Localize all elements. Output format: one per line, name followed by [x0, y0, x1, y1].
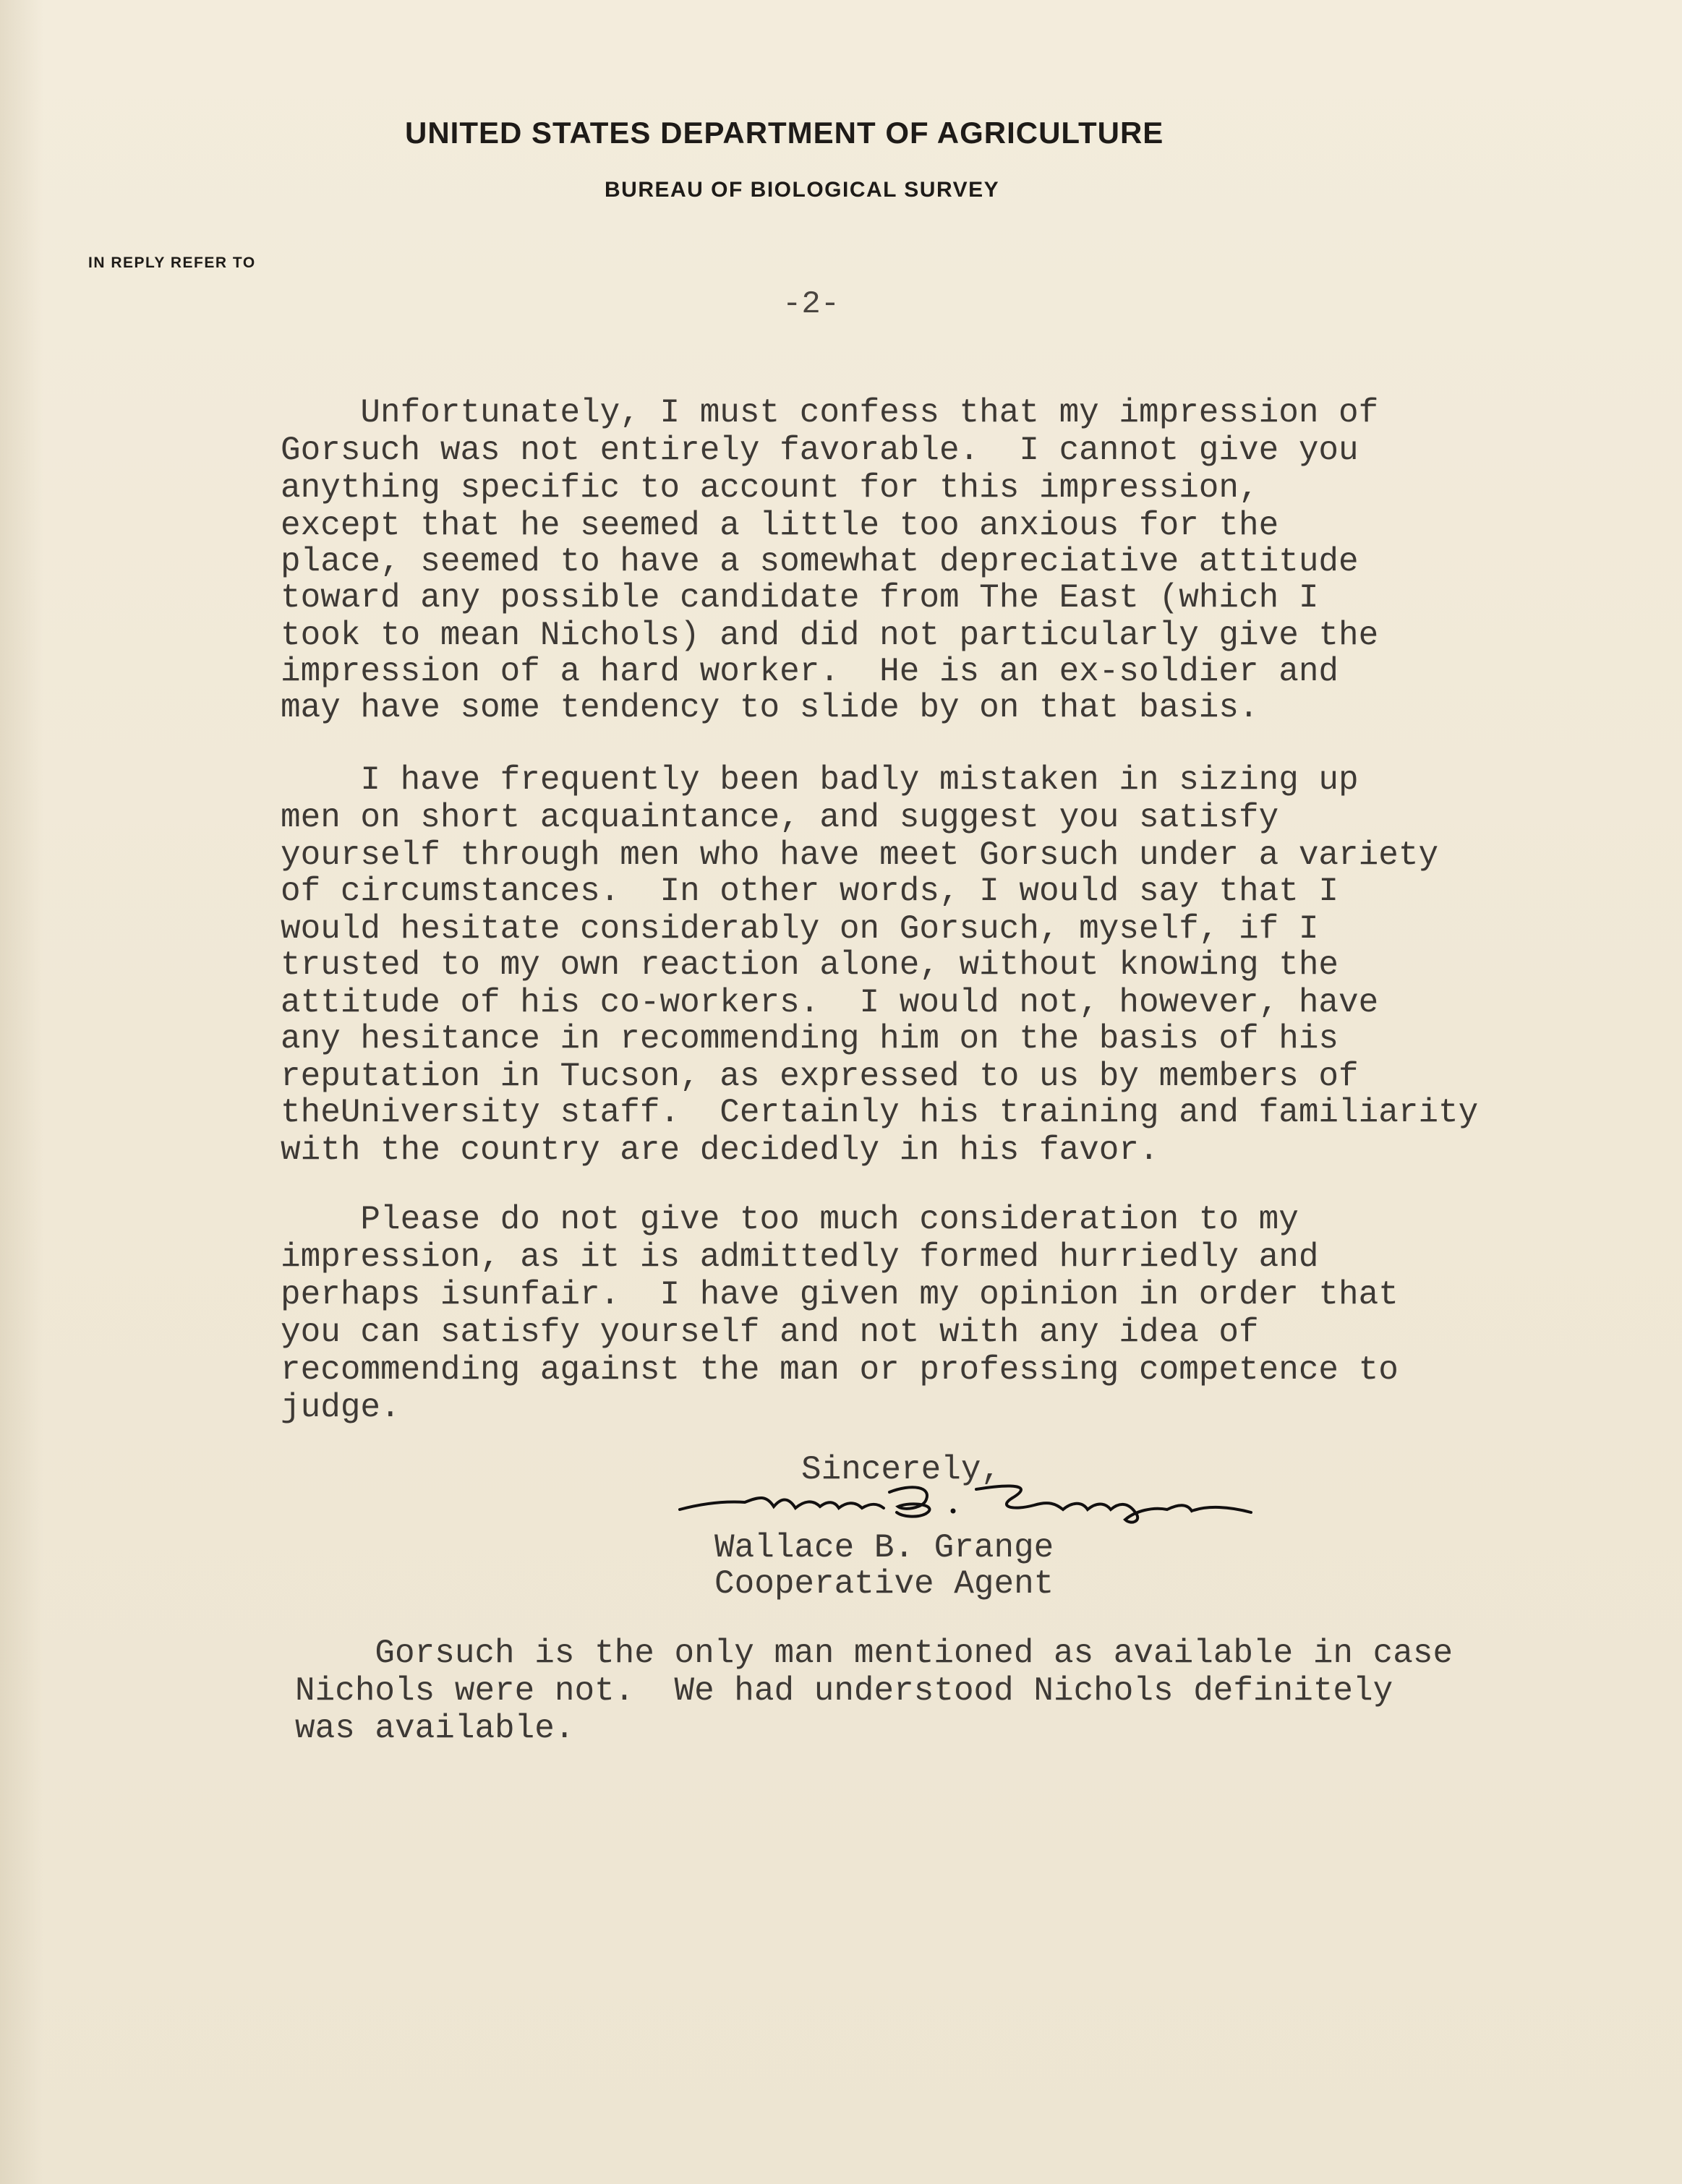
- handwritten-signature: [673, 1469, 1265, 1527]
- paragraph-1-line-7: took to mean Nichols) and did not particularly give the: [281, 617, 1379, 654]
- letterhead-subtitle: BUREAU OF BIOLOGICAL SURVEY: [605, 178, 1000, 202]
- paragraph-2-line-1: I have frequently been badly mistaken in sizing up: [281, 761, 1359, 799]
- paper-edge-shadow: [0, 0, 43, 2184]
- page-number: -2-: [782, 286, 840, 322]
- paragraph-3-line-2: impression, as it is admittedly formed hurriedly and: [281, 1238, 1319, 1276]
- closing-title: Cooperative Agent: [714, 1565, 1054, 1603]
- paragraph-1-line-9: may have some tendency to slide by on that basis.: [281, 689, 1259, 727]
- paragraph-2-line-3: yourself through men who have meet Gorsuch under a variety: [281, 836, 1439, 874]
- closing-salutation: Sincerely,: [801, 1451, 1002, 1489]
- signature-scribble-icon: [673, 1469, 1265, 1527]
- paragraph-3-line-5: recommending against the man or professing competence to: [281, 1351, 1399, 1389]
- paragraph-1-line-6: toward any possible candidate from The East (which I: [281, 579, 1319, 617]
- paragraph-2-line-5: would hesitate considerably on Gorsuch, myself, if I: [281, 910, 1319, 948]
- postscript-line-1: Gorsuch is the only man mentioned as available in case: [295, 1635, 1453, 1672]
- postscript-line-2: Nichols were not. We had understood Nichols definitely: [295, 1672, 1393, 1710]
- paragraph-1-line-1: Unfortunately, I must confess that my impression of: [281, 394, 1379, 432]
- paragraph-1-line-2: Gorsuch was not entirely favorable. I cannot give you: [281, 432, 1359, 469]
- paragraph-3-line-4: you can satisfy yourself and not with any idea of: [281, 1314, 1259, 1351]
- reply-reference-label: IN REPLY REFER TO: [88, 254, 256, 271]
- paragraph-1-line-5: place, seemed to have a somewhat depreciative attitude: [281, 543, 1359, 581]
- paragraph-3-line-6: judge.: [281, 1389, 401, 1426]
- paragraph-3-line-3: perhaps isunfair. I have given my opinion in order that: [281, 1276, 1399, 1314]
- paragraph-2-line-7: attitude of his co-workers. I would not, however, have: [281, 984, 1379, 1022]
- letterhead-title: UNITED STATES DEPARTMENT OF AGRICULTURE: [405, 116, 1164, 150]
- paragraph-2-line-8: any hesitance in recommending him on the basis of his: [281, 1020, 1339, 1058]
- paragraph-2-line-6: trusted to my own reaction alone, without knowing the: [281, 946, 1339, 984]
- paragraph-2-line-2: men on short acquaintance, and suggest you satisfy: [281, 799, 1279, 836]
- closing-name: Wallace B. Grange: [714, 1529, 1054, 1567]
- paragraph-2-line-9: reputation in Tucson, as expressed to us by members of: [281, 1058, 1359, 1095]
- postscript-line-3: was available.: [295, 1710, 575, 1747]
- paragraph-2-line-4: of circumstances. In other words, I would say that I: [281, 873, 1339, 910]
- paragraph-3-line-1: Please do not give too much consideration to my: [281, 1201, 1299, 1238]
- paragraph-1-line-3: anything specific to account for this impression,: [281, 469, 1259, 507]
- paragraph-1-line-8: impression of a hard worker. He is an ex-soldier and: [281, 653, 1339, 690]
- paragraph-2-line-10: theUniversity staff. Certainly his training and familiarity: [281, 1094, 1479, 1131]
- paragraph-2-line-11: with the country are decidedly in his favor.: [281, 1131, 1159, 1169]
- paragraph-1-line-4: except that he seemed a little too anxious for the: [281, 507, 1279, 544]
